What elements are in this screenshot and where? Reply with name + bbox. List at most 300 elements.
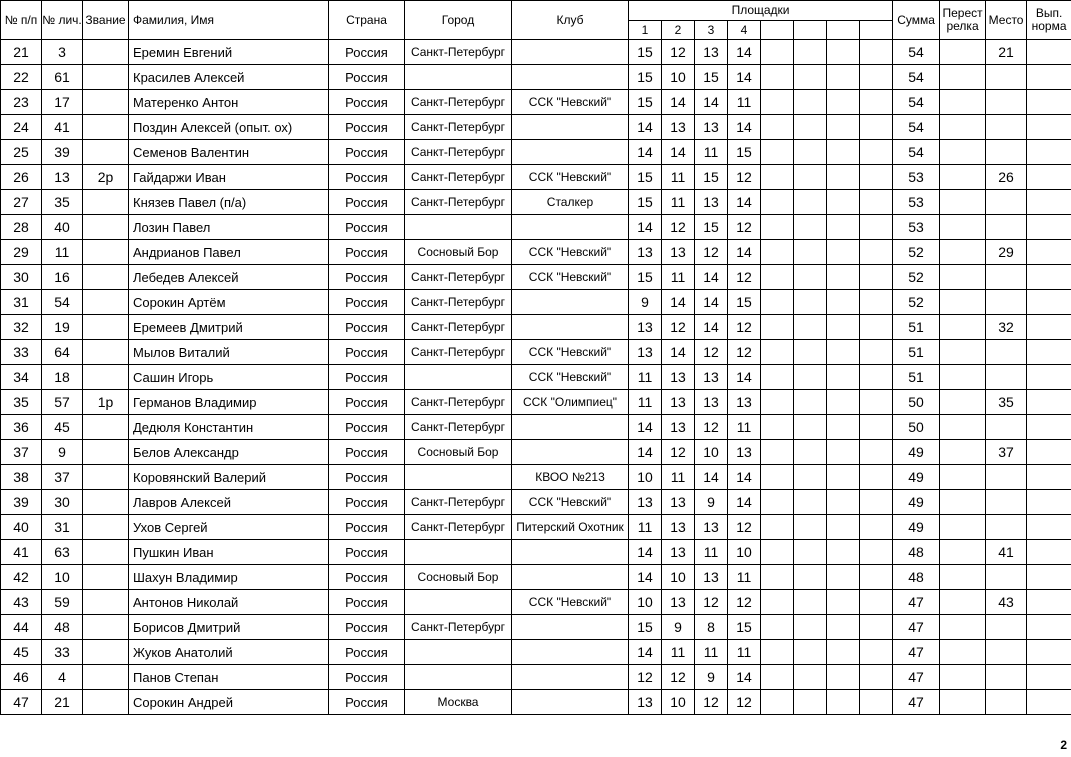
empty-cell — [761, 415, 794, 440]
score-area-4: 12 — [728, 315, 761, 340]
shootoff-cell — [940, 240, 986, 265]
table-row — [1, 365, 1071, 390]
license-number: 37 — [42, 465, 83, 490]
rank — [83, 440, 129, 465]
place — [986, 565, 1027, 590]
score-sum: 49 — [893, 490, 940, 515]
empty-cell — [827, 240, 860, 265]
athlete-name: Семенов Валентин — [129, 140, 329, 165]
empty-cell — [860, 440, 893, 465]
row-number: 26 — [1, 165, 42, 190]
table-row — [1, 565, 1071, 590]
norm-cell — [1027, 290, 1071, 315]
shootoff-cell — [940, 165, 986, 190]
score-sum: 48 — [893, 565, 940, 590]
col-header-city: Город — [405, 1, 512, 40]
license-number: 9 — [42, 440, 83, 465]
club: Питерский Охотник — [512, 515, 629, 540]
athlete-name: Мылов Виталий — [129, 340, 329, 365]
city — [405, 65, 512, 90]
athlete-name: Жуков Анатолий — [129, 640, 329, 665]
license-number: 31 — [42, 515, 83, 540]
row-number: 47 — [1, 690, 42, 715]
country: Россия — [329, 340, 405, 365]
country: Россия — [329, 365, 405, 390]
norm-cell — [1027, 40, 1071, 65]
empty-cell — [794, 90, 827, 115]
empty-cell — [794, 65, 827, 90]
empty-cell — [827, 640, 860, 665]
empty-cell — [860, 90, 893, 115]
score-area-1: 15 — [629, 40, 662, 65]
place — [986, 615, 1027, 640]
club — [512, 40, 629, 65]
score-area-4: 11 — [728, 415, 761, 440]
rank — [83, 640, 129, 665]
row-number: 22 — [1, 65, 42, 90]
col-header-norm: Вып. норма — [1027, 1, 1071, 40]
rank — [83, 565, 129, 590]
empty-cell — [761, 465, 794, 490]
empty-cell — [794, 590, 827, 615]
norm-cell — [1027, 215, 1071, 240]
score-sum: 52 — [893, 290, 940, 315]
row-number: 44 — [1, 615, 42, 640]
score-area-4: 13 — [728, 390, 761, 415]
score-area-2: 13 — [662, 490, 695, 515]
license-number: 57 — [42, 390, 83, 415]
score-sum: 52 — [893, 240, 940, 265]
norm-cell — [1027, 540, 1071, 565]
club — [512, 440, 629, 465]
athlete-name: Сорокин Андрей — [129, 690, 329, 715]
empty-cell — [827, 665, 860, 690]
athlete-name: Князев Павел (п/а) — [129, 190, 329, 215]
table-row — [1, 190, 1071, 215]
score-area-1: 15 — [629, 165, 662, 190]
empty-cell — [794, 290, 827, 315]
empty-cell — [827, 40, 860, 65]
score-sum: 48 — [893, 540, 940, 565]
empty-cell — [827, 415, 860, 440]
empty-cell — [761, 165, 794, 190]
score-area-1: 13 — [629, 490, 662, 515]
score-area-3: 11 — [695, 140, 728, 165]
row-number: 30 — [1, 265, 42, 290]
shootoff-cell — [940, 65, 986, 90]
score-area-2: 14 — [662, 90, 695, 115]
rank — [83, 665, 129, 690]
score-sum: 54 — [893, 65, 940, 90]
rank — [83, 290, 129, 315]
score-area-1: 15 — [629, 65, 662, 90]
col-header-country: Страна — [329, 1, 405, 40]
score-area-3: 14 — [695, 290, 728, 315]
shootoff-cell — [940, 265, 986, 290]
col-header-place: Место — [986, 1, 1027, 40]
license-number: 10 — [42, 565, 83, 590]
place — [986, 415, 1027, 440]
empty-cell — [794, 215, 827, 240]
score-area-3: 13 — [695, 565, 728, 590]
score-area-4: 11 — [728, 565, 761, 590]
score-area-4: 13 — [728, 440, 761, 465]
norm-cell — [1027, 490, 1071, 515]
empty-cell — [860, 140, 893, 165]
license-number: 35 — [42, 190, 83, 215]
score-area-1: 13 — [629, 240, 662, 265]
score-area-4: 12 — [728, 265, 761, 290]
rank — [83, 690, 129, 715]
row-number: 38 — [1, 465, 42, 490]
place — [986, 90, 1027, 115]
place: 26 — [986, 165, 1027, 190]
score-area-2: 14 — [662, 290, 695, 315]
empty-cell — [860, 165, 893, 190]
place: 41 — [986, 540, 1027, 565]
club: ССК "Невский" — [512, 165, 629, 190]
club — [512, 415, 629, 440]
score-sum: 47 — [893, 640, 940, 665]
norm-cell — [1027, 265, 1071, 290]
empty-cell — [794, 440, 827, 465]
club — [512, 540, 629, 565]
empty-cell — [827, 90, 860, 115]
score-area-1: 13 — [629, 690, 662, 715]
empty-cell — [860, 540, 893, 565]
empty-cell — [761, 215, 794, 240]
empty-cell — [794, 165, 827, 190]
row-number: 25 — [1, 140, 42, 165]
place — [986, 665, 1027, 690]
athlete-name: Красилев Алексей — [129, 65, 329, 90]
score-area-1: 15 — [629, 615, 662, 640]
club — [512, 665, 629, 690]
place — [986, 490, 1027, 515]
empty-cell — [827, 290, 860, 315]
empty-cell — [761, 540, 794, 565]
rank — [83, 140, 129, 165]
score-area-1: 15 — [629, 90, 662, 115]
license-number: 40 — [42, 215, 83, 240]
empty-cell — [860, 215, 893, 240]
score-area-1: 14 — [629, 565, 662, 590]
empty-cell — [761, 615, 794, 640]
empty-cell — [761, 140, 794, 165]
empty-cell — [860, 640, 893, 665]
table-row — [1, 640, 1071, 665]
score-area-1: 14 — [629, 140, 662, 165]
table-row — [1, 415, 1071, 440]
score-area-1: 14 — [629, 115, 662, 140]
score-area-3: 8 — [695, 615, 728, 640]
row-number: 42 — [1, 565, 42, 590]
score-area-3: 11 — [695, 640, 728, 665]
empty-cell — [761, 390, 794, 415]
club — [512, 140, 629, 165]
athlete-name: Матеренко Антон — [129, 90, 329, 115]
norm-cell — [1027, 240, 1071, 265]
rank: 2р — [83, 165, 129, 190]
license-number: 13 — [42, 165, 83, 190]
empty-cell — [827, 465, 860, 490]
row-number: 29 — [1, 240, 42, 265]
empty-cell — [761, 640, 794, 665]
athlete-name: Лебедев Алексей — [129, 265, 329, 290]
empty-cell — [860, 365, 893, 390]
score-area-1: 9 — [629, 290, 662, 315]
table-row — [1, 540, 1071, 565]
score-area-3: 14 — [695, 265, 728, 290]
score-sum: 47 — [893, 690, 940, 715]
table-row — [1, 140, 1071, 165]
rank — [83, 365, 129, 390]
score-area-2: 11 — [662, 165, 695, 190]
score-area-3: 12 — [695, 415, 728, 440]
norm-cell — [1027, 90, 1071, 115]
empty-cell — [761, 290, 794, 315]
score-area-3: 12 — [695, 690, 728, 715]
score-area-2: 12 — [662, 315, 695, 340]
empty-cell — [860, 565, 893, 590]
score-sum: 53 — [893, 165, 940, 190]
norm-cell — [1027, 315, 1071, 340]
score-area-2: 13 — [662, 365, 695, 390]
place — [986, 290, 1027, 315]
license-number: 21 — [42, 690, 83, 715]
rank — [83, 65, 129, 90]
empty-cell — [827, 440, 860, 465]
club: КВОО №213 — [512, 465, 629, 490]
empty-cell — [761, 265, 794, 290]
club: ССК "Невский" — [512, 365, 629, 390]
score-area-4: 14 — [728, 115, 761, 140]
empty-cell — [860, 690, 893, 715]
norm-cell — [1027, 565, 1071, 590]
score-area-4: 15 — [728, 140, 761, 165]
score-sum: 50 — [893, 390, 940, 415]
table-row — [1, 290, 1071, 315]
score-area-4: 11 — [728, 90, 761, 115]
score-area-1: 13 — [629, 340, 662, 365]
shootoff-cell — [940, 190, 986, 215]
rank — [83, 40, 129, 65]
empty-cell — [794, 240, 827, 265]
club — [512, 115, 629, 140]
license-number: 39 — [42, 140, 83, 165]
empty-cell — [827, 265, 860, 290]
row-number: 40 — [1, 515, 42, 540]
col-header-area-4: 4 — [728, 21, 761, 40]
rank — [83, 90, 129, 115]
row-number: 43 — [1, 590, 42, 615]
score-area-1: 11 — [629, 390, 662, 415]
city: Санкт-Петербург — [405, 265, 512, 290]
empty-cell — [794, 140, 827, 165]
empty-cell — [794, 340, 827, 365]
club: ССК "Невский" — [512, 340, 629, 365]
score-area-1: 15 — [629, 265, 662, 290]
shootoff-cell — [940, 665, 986, 690]
norm-cell — [1027, 340, 1071, 365]
row-number: 37 — [1, 440, 42, 465]
place — [986, 690, 1027, 715]
athlete-name: Еремин Евгений — [129, 40, 329, 65]
club — [512, 65, 629, 90]
score-area-1: 11 — [629, 365, 662, 390]
country: Россия — [329, 665, 405, 690]
city: Сосновый Бор — [405, 240, 512, 265]
score-area-2: 13 — [662, 115, 695, 140]
score-area-2: 12 — [662, 665, 695, 690]
col-header-areas: Площадки — [629, 1, 893, 21]
empty-cell — [761, 115, 794, 140]
score-area-3: 15 — [695, 165, 728, 190]
norm-cell — [1027, 465, 1071, 490]
page-number: 2 — [1060, 738, 1067, 752]
score-area-4: 14 — [728, 240, 761, 265]
norm-cell — [1027, 190, 1071, 215]
empty-cell — [827, 115, 860, 140]
score-sum: 47 — [893, 665, 940, 690]
score-area-1: 11 — [629, 515, 662, 540]
score-area-1: 15 — [629, 190, 662, 215]
athlete-name: Ухов Сергей — [129, 515, 329, 540]
table-row — [1, 490, 1071, 515]
score-area-4: 10 — [728, 540, 761, 565]
rank — [83, 340, 129, 365]
empty-cell — [761, 340, 794, 365]
empty-cell — [827, 65, 860, 90]
score-area-4: 14 — [728, 40, 761, 65]
empty-cell — [860, 415, 893, 440]
empty-cell — [860, 590, 893, 615]
empty-cell — [827, 540, 860, 565]
table-row — [1, 65, 1071, 90]
empty-cell — [794, 615, 827, 640]
norm-cell — [1027, 665, 1071, 690]
col-header-num: № п/п — [1, 1, 42, 40]
empty-cell — [827, 215, 860, 240]
athlete-name: Борисов Дмитрий — [129, 615, 329, 640]
score-area-3: 14 — [695, 465, 728, 490]
score-sum: 51 — [893, 340, 940, 365]
country: Россия — [329, 190, 405, 215]
license-number: 4 — [42, 665, 83, 690]
country: Россия — [329, 490, 405, 515]
col-header-sum: Сумма — [893, 1, 940, 40]
license-number: 61 — [42, 65, 83, 90]
city: Санкт-Петербург — [405, 340, 512, 365]
shootoff-cell — [940, 40, 986, 65]
empty-cell — [761, 565, 794, 590]
club — [512, 615, 629, 640]
athlete-name: Коровянский Валерий — [129, 465, 329, 490]
rank — [83, 540, 129, 565]
score-area-2: 14 — [662, 140, 695, 165]
city: Санкт-Петербург — [405, 315, 512, 340]
shootoff-cell — [940, 540, 986, 565]
rank — [83, 215, 129, 240]
city — [405, 665, 512, 690]
country: Россия — [329, 590, 405, 615]
club: Сталкер — [512, 190, 629, 215]
table-row — [1, 515, 1071, 540]
license-number: 59 — [42, 590, 83, 615]
empty-cell — [860, 465, 893, 490]
club — [512, 690, 629, 715]
score-area-3: 15 — [695, 215, 728, 240]
country: Россия — [329, 415, 405, 440]
score-sum: 51 — [893, 315, 940, 340]
city: Санкт-Петербург — [405, 390, 512, 415]
row-number: 45 — [1, 640, 42, 665]
empty-cell — [761, 690, 794, 715]
col-header-shootoff: Перестрелка — [940, 1, 986, 40]
empty-cell — [860, 190, 893, 215]
shootoff-cell — [940, 490, 986, 515]
score-area-3: 13 — [695, 390, 728, 415]
score-sum: 49 — [893, 440, 940, 465]
table-row — [1, 215, 1071, 240]
empty-cell — [794, 415, 827, 440]
empty-cell — [794, 40, 827, 65]
shootoff-cell — [940, 465, 986, 490]
row-number: 33 — [1, 340, 42, 365]
rank — [83, 315, 129, 340]
shootoff-cell — [940, 215, 986, 240]
empty-cell — [860, 665, 893, 690]
score-area-2: 13 — [662, 240, 695, 265]
empty-cell — [860, 115, 893, 140]
place — [986, 65, 1027, 90]
shootoff-cell — [940, 365, 986, 390]
score-sum: 54 — [893, 115, 940, 140]
license-number: 19 — [42, 315, 83, 340]
empty-cell — [794, 540, 827, 565]
results-body — [1, 40, 1071, 715]
norm-cell — [1027, 365, 1071, 390]
shootoff-cell — [940, 640, 986, 665]
empty-cell — [860, 515, 893, 540]
score-sum: 53 — [893, 215, 940, 240]
score-area-4: 15 — [728, 615, 761, 640]
country: Россия — [329, 140, 405, 165]
athlete-name: Пушкин Иван — [129, 540, 329, 565]
license-number: 11 — [42, 240, 83, 265]
score-sum: 54 — [893, 90, 940, 115]
athlete-name: Дедюля Константин — [129, 415, 329, 440]
athlete-name: Сашин Игорь — [129, 365, 329, 390]
country: Россия — [329, 465, 405, 490]
score-area-1: 10 — [629, 465, 662, 490]
empty-cell — [860, 240, 893, 265]
empty-cell — [827, 390, 860, 415]
empty-cell — [794, 690, 827, 715]
score-sum: 52 — [893, 265, 940, 290]
rank: 1р — [83, 390, 129, 415]
place — [986, 265, 1027, 290]
city: Санкт-Петербург — [405, 290, 512, 315]
city — [405, 215, 512, 240]
country: Россия — [329, 565, 405, 590]
score-area-1: 14 — [629, 640, 662, 665]
license-number: 33 — [42, 640, 83, 665]
rank — [83, 240, 129, 265]
col-header-area-empty — [761, 21, 794, 40]
athlete-name: Панов Степан — [129, 665, 329, 690]
license-number: 63 — [42, 540, 83, 565]
